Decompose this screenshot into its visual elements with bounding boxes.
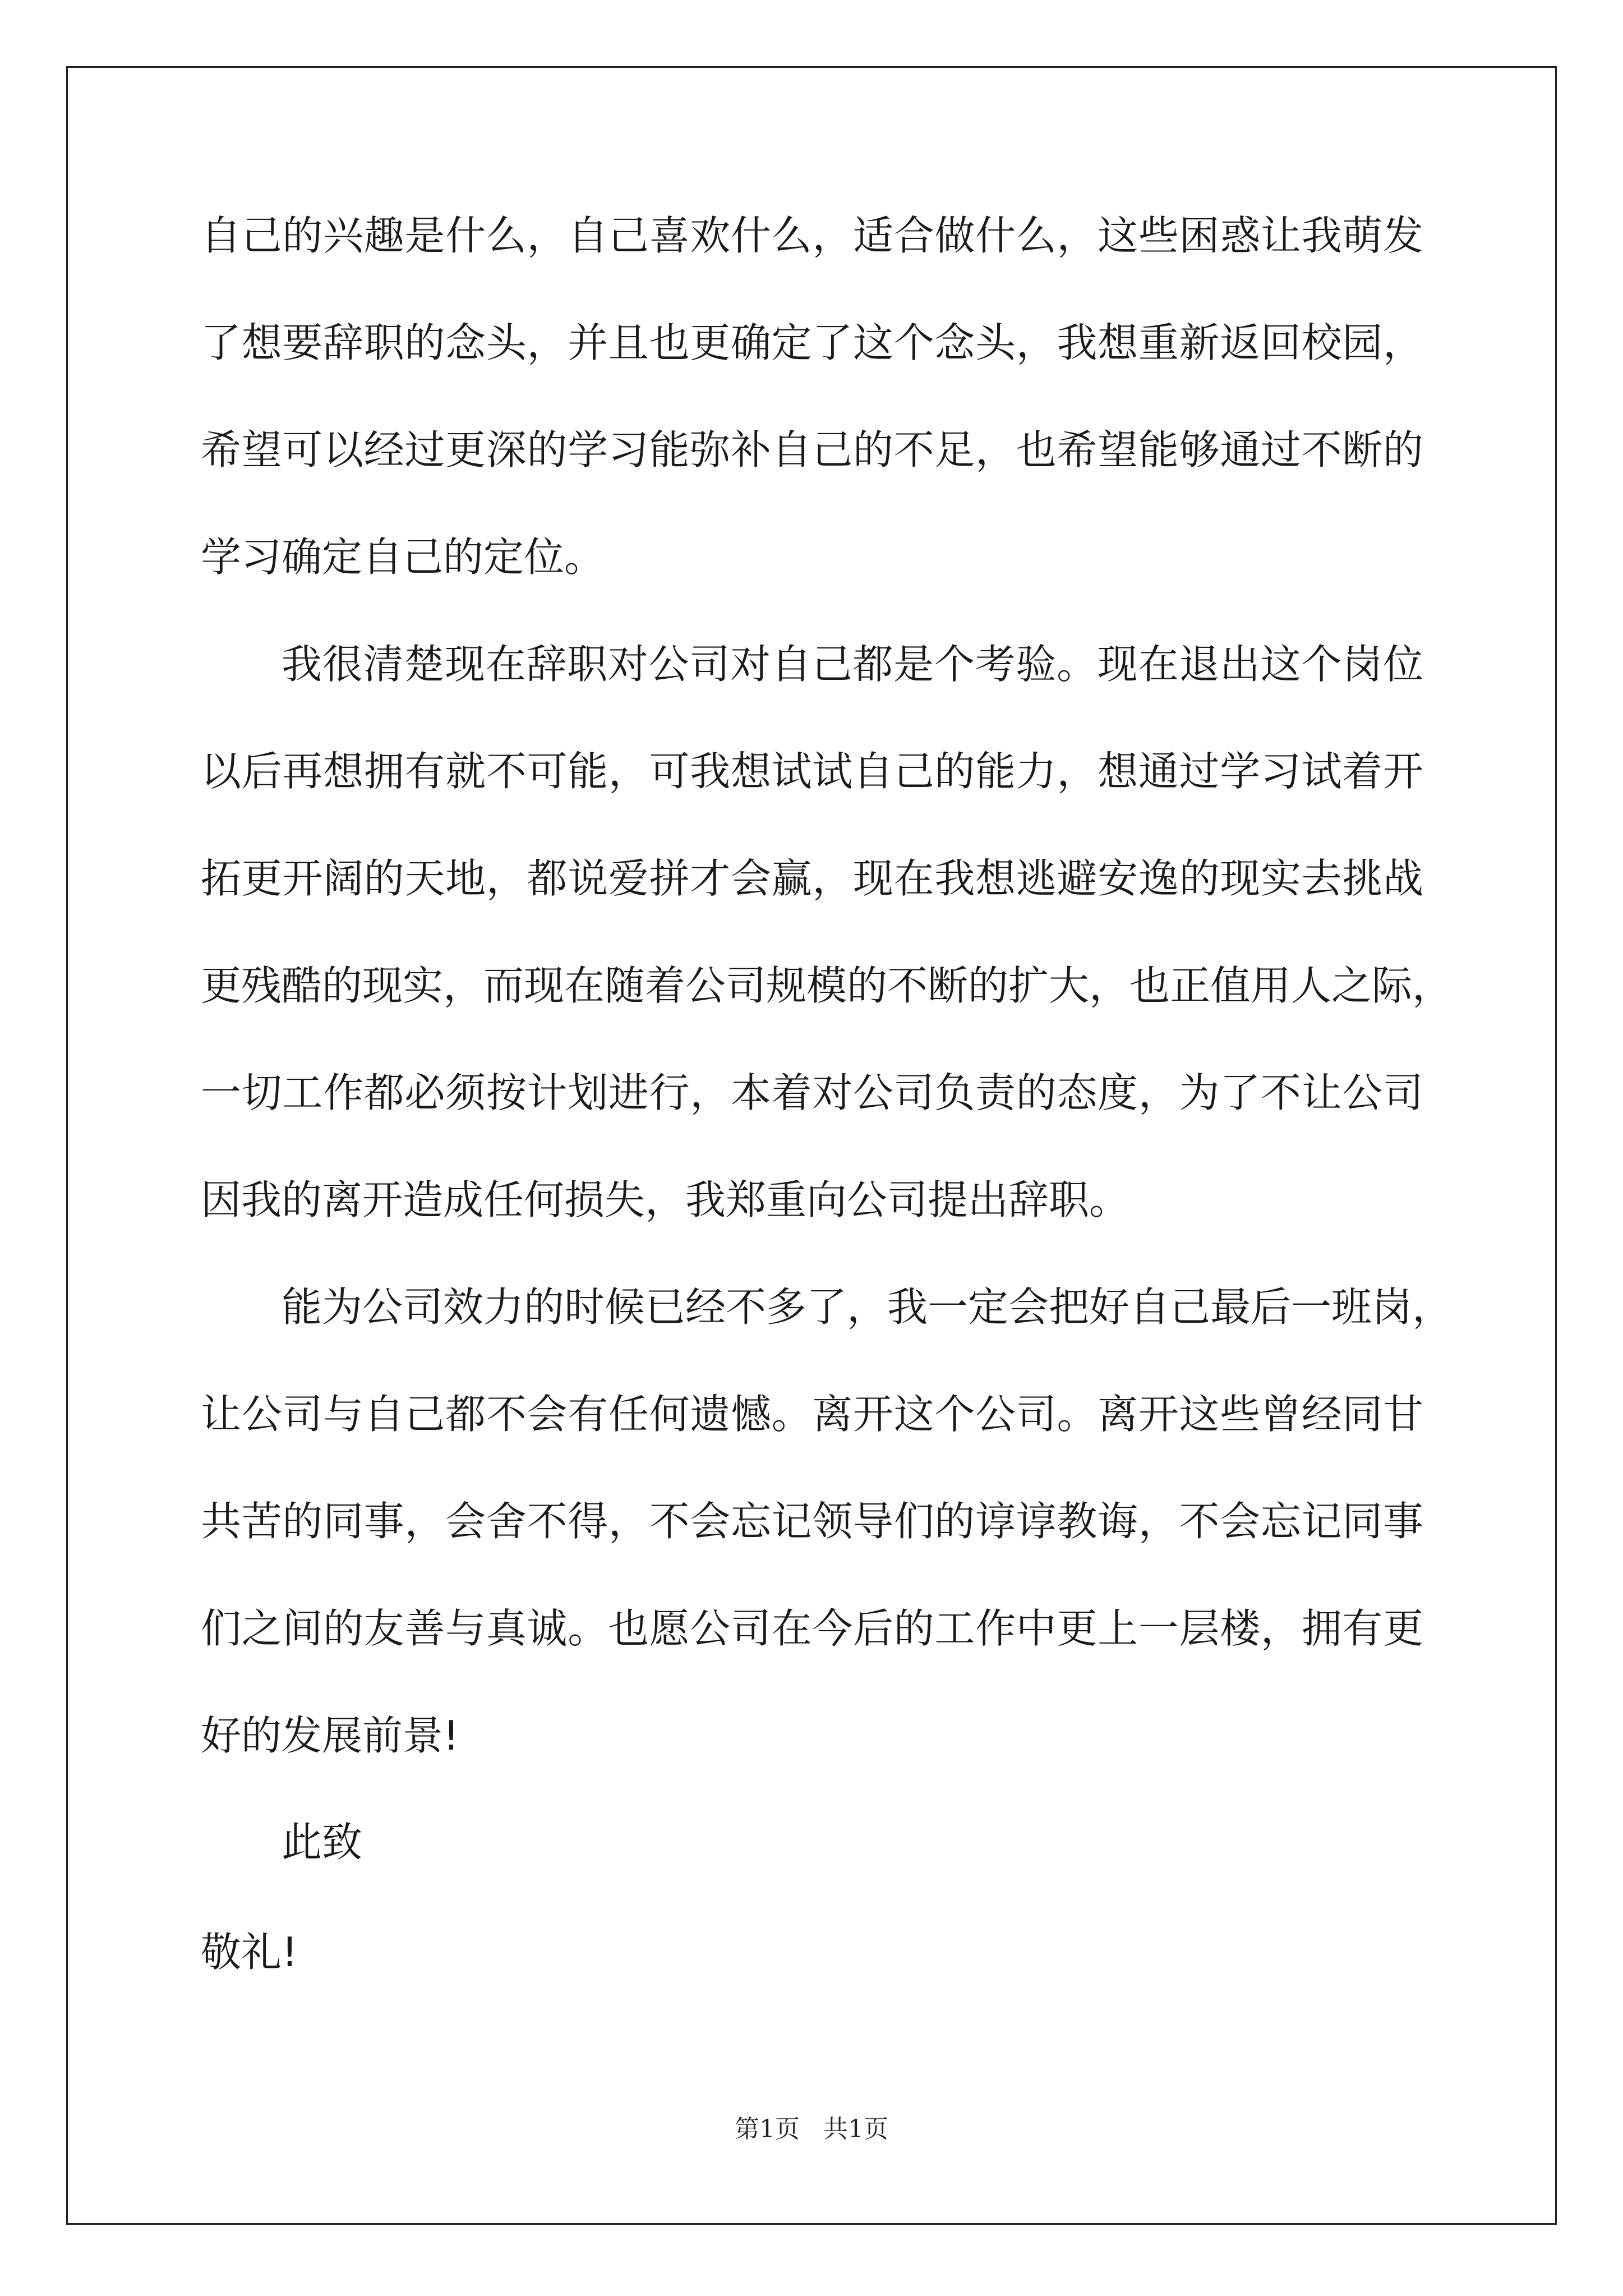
text-line: 拓更开阔的天地，都说爱拼才会赢，现在我想逃避安逸的现实去挑战 bbox=[201, 855, 1423, 902]
text-line: 以后再想拥有就不可能，可我想试试自己的能力，想通过学习试着开 bbox=[201, 748, 1423, 795]
text-line: 自己的兴趣是什么，自己喜欢什么，适合做什么，这些困惑让我萌发 bbox=[201, 212, 1423, 259]
closing-phrase: 此致 bbox=[282, 1819, 363, 1866]
text-line: 希望可以经过更深的学习能弥补自己的不足，也希望能够通过不断的 bbox=[201, 426, 1423, 473]
text-line: 我很清楚现在辞职对公司对自己都是个考验。现在退出这个岗位 bbox=[282, 641, 1423, 688]
text-line: 更残酷的现实，而现在随着公司规模的不断的扩大，也正值用人之际， bbox=[201, 962, 1453, 1009]
page-footer bbox=[0, 2115, 1623, 2144]
text-line: 了想要辞职的念头，并且也更确定了这个念头，我想重新返回校园， bbox=[201, 319, 1423, 366]
text-line: 让公司与自己都不会有任何遗憾。离开这个公司。离开这些曾经同甘 bbox=[201, 1391, 1423, 1438]
page-total: 共1页 bbox=[823, 2115, 888, 2143]
text-line: 能为公司效力的时候已经不多了，我一定会把好自己最后一班岗， bbox=[282, 1283, 1453, 1331]
text-line: 共苦的同事，会舍不得，不会忘记领导们的谆谆教诲，不会忘记同事 bbox=[201, 1498, 1423, 1545]
salutation: 敬礼! bbox=[201, 1929, 298, 1976]
document-body bbox=[201, 212, 1453, 1819]
page-number: 第1页 bbox=[735, 2115, 800, 2143]
text-line: 好的发展前景! bbox=[201, 1712, 459, 1759]
text-line: 因我的离开造成任何损失，我郑重向公司提出辞职。 bbox=[201, 1176, 1130, 1223]
text-line: 们之间的友善与真诚。也愿公司在今后的工作中更上一层楼，拥有更 bbox=[201, 1605, 1423, 1652]
text-line: 一切工作都必须按计划进行，本着对公司负责的态度，为了不让公司 bbox=[201, 1069, 1423, 1116]
text-line: 学习确定自己的定位。 bbox=[201, 533, 605, 581]
